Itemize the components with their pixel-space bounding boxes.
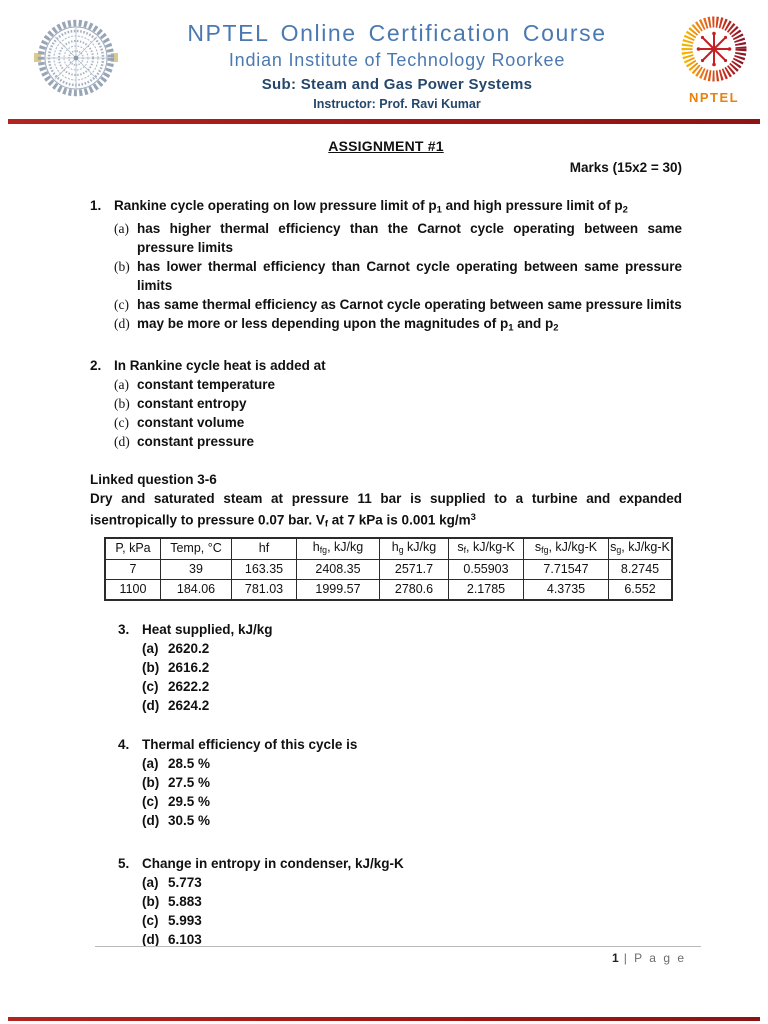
bottom-border-rule bbox=[8, 1017, 760, 1021]
table-column-header: $s_f$, kJ/kg-K bbox=[449, 538, 524, 560]
option-marker: (b) bbox=[142, 894, 160, 910]
page-number: 1 bbox=[612, 951, 619, 965]
option-marker: (b) bbox=[142, 775, 160, 791]
linked-question-paragraph: Dry and saturated steam at pressure 11 bar is supplied to a turbine and expanded isentropically to pressure 0.07 bar. $V_f$ at 7 kPa is 0.001 $kg/m^3$ bbox=[90, 491, 682, 530]
option-marker: (d) bbox=[142, 698, 160, 714]
options-list bbox=[142, 754, 682, 830]
option-text: 2620.2 bbox=[168, 641, 210, 657]
table-cell: 2.1785 bbox=[449, 580, 524, 601]
question-5 bbox=[118, 854, 682, 949]
option-c bbox=[142, 911, 682, 930]
table-cell: 1999.57 bbox=[297, 580, 380, 601]
table-column-header: $h_g$ kJ/kg bbox=[380, 538, 449, 560]
table-column-header: $s_{fg}$, kJ/kg-K bbox=[524, 538, 609, 560]
option-marker: (c) bbox=[114, 415, 129, 431]
option-marker: (a) bbox=[142, 875, 159, 891]
table-cell: 184.06 bbox=[161, 580, 232, 601]
nptel-logo-text: NPTEL bbox=[688, 90, 740, 105]
option-d bbox=[142, 811, 682, 830]
question-1 bbox=[90, 196, 682, 338]
options-list bbox=[142, 639, 682, 715]
page-header bbox=[0, 0, 768, 111]
option-text: constant pressure bbox=[137, 434, 255, 450]
page-number-footer bbox=[612, 951, 686, 965]
options-list bbox=[114, 375, 682, 451]
assignment-title-row bbox=[90, 137, 682, 156]
table-cell: 781.03 bbox=[232, 580, 297, 601]
options-list bbox=[142, 873, 682, 949]
option-a bbox=[114, 219, 682, 257]
option-b bbox=[142, 892, 682, 911]
table-cell: 163.35 bbox=[232, 560, 297, 580]
table-cell: 39 bbox=[161, 560, 232, 580]
table-cell: 7.71547 bbox=[524, 560, 609, 580]
option-text: may be more or less depending upon the magnitudes of $p_1$ and $p_2$ bbox=[137, 315, 559, 334]
table-cell: 0.55903 bbox=[449, 560, 524, 580]
option-text: 30.5 % bbox=[168, 813, 211, 829]
option-b bbox=[142, 773, 682, 792]
option-text: has same thermal efficiency as Carnot cycle operating between same pressure limits bbox=[137, 296, 682, 312]
question-2 bbox=[90, 356, 682, 451]
option-text: has lower thermal efficiency than Carnot cycle operating between same pressure limits bbox=[137, 258, 682, 293]
assignment-title: ASSIGNMENT #1 bbox=[328, 137, 444, 154]
option-marker: (c) bbox=[142, 679, 159, 695]
question-number: 3. bbox=[118, 622, 130, 638]
question-text: Heat supplied, kJ/kg bbox=[142, 622, 273, 638]
question-number: 1. bbox=[90, 197, 102, 213]
option-c bbox=[142, 792, 682, 811]
option-text: 2624.2 bbox=[168, 698, 210, 714]
option-text: constant volume bbox=[137, 415, 245, 431]
subject-line: Sub: Steam and Gas Power Systems bbox=[261, 76, 533, 93]
question-3 bbox=[118, 620, 682, 715]
option-marker: (a) bbox=[142, 641, 159, 657]
question-4 bbox=[118, 735, 682, 830]
option-text: 28.5 % bbox=[168, 756, 211, 772]
table-cell: 4.3735 bbox=[524, 580, 609, 601]
header-divider-rule bbox=[8, 119, 760, 124]
table-column-header: $s_g$, kJ/kg-K bbox=[609, 538, 673, 560]
question-text: In Rankine cycle heat is added at bbox=[114, 358, 326, 374]
option-b bbox=[114, 257, 682, 295]
table-column-header: $h_{fg}$, kJ/kg bbox=[297, 538, 380, 560]
option-a bbox=[142, 873, 682, 892]
option-marker: (a) bbox=[114, 377, 129, 393]
assignment-content bbox=[90, 137, 682, 950]
options-list bbox=[114, 219, 682, 337]
option-marker: (d) bbox=[142, 813, 160, 829]
question-text: Change in entropy in condenser, kJ/kg-K bbox=[142, 856, 404, 872]
option-marker: (b) bbox=[114, 258, 130, 274]
option-text: constant entropy bbox=[137, 396, 247, 412]
option-marker: (d) bbox=[114, 315, 130, 331]
option-text: 5.883 bbox=[168, 894, 202, 910]
question-number: 5. bbox=[118, 856, 130, 872]
option-text: 29.5 % bbox=[168, 794, 211, 810]
option-marker: (a) bbox=[114, 220, 129, 236]
option-text: 5.773 bbox=[168, 875, 202, 891]
linked-question-block bbox=[90, 470, 682, 534]
table-cell: 2408.35 bbox=[297, 560, 380, 580]
steam-properties-table bbox=[104, 537, 673, 601]
marks-label: Marks (15x2 = 30) bbox=[569, 159, 682, 175]
table-row bbox=[105, 580, 672, 601]
table-header-row bbox=[105, 538, 672, 560]
option-text: 2622.2 bbox=[168, 679, 210, 695]
option-d bbox=[114, 432, 682, 451]
option-c bbox=[114, 413, 682, 432]
institute-name: Indian Institute of Technology Roorkee bbox=[228, 50, 566, 70]
question-number: 2. bbox=[90, 358, 102, 374]
linked-question-label: Linked question 3-6 bbox=[90, 472, 217, 488]
option-marker: (c) bbox=[142, 913, 159, 929]
option-a bbox=[114, 375, 682, 394]
table-cell: 1100 bbox=[105, 580, 161, 601]
option-marker: (a) bbox=[142, 756, 159, 772]
question-text: Rankine cycle operating on low pressure limit of $p_1$ and high pressure limit of $p_2$ bbox=[114, 197, 628, 215]
option-c bbox=[114, 295, 682, 314]
iit-roorkee-seal-icon bbox=[34, 16, 118, 100]
option-c bbox=[142, 677, 682, 696]
option-text: has higher thermal efficiency than the Carnot cycle operating between same pressure limits bbox=[137, 220, 682, 255]
option-marker: (c) bbox=[142, 794, 159, 810]
table-column-header: Temp, °C bbox=[161, 538, 232, 560]
option-b bbox=[142, 658, 682, 677]
table-cell: 8.2745 bbox=[609, 560, 673, 580]
option-text: 5.993 bbox=[168, 913, 202, 929]
table-cell: 7 bbox=[105, 560, 161, 580]
questions-3-5-block bbox=[118, 620, 682, 949]
footer-divider bbox=[95, 946, 701, 947]
option-a bbox=[142, 754, 682, 773]
header-titles bbox=[118, 12, 676, 111]
option-marker: (b) bbox=[114, 396, 130, 412]
option-b bbox=[114, 394, 682, 413]
table-cell: 2571.7 bbox=[380, 560, 449, 580]
option-text: 6.103 bbox=[168, 932, 202, 948]
table-column-header: P, kPa bbox=[105, 538, 161, 560]
option-text: 2616.2 bbox=[168, 660, 210, 676]
table-column-header: hf bbox=[232, 538, 297, 560]
option-marker: (b) bbox=[142, 660, 160, 676]
option-a bbox=[142, 639, 682, 658]
option-marker: (d) bbox=[142, 932, 160, 948]
option-d bbox=[114, 314, 682, 337]
nptel-logo-icon bbox=[676, 12, 752, 108]
question-number: 4. bbox=[118, 737, 130, 753]
option-marker: (d) bbox=[114, 434, 130, 450]
page-word: | P a g e bbox=[623, 951, 686, 965]
option-text: constant temperature bbox=[137, 377, 276, 393]
option-d bbox=[142, 696, 682, 715]
option-text: 27.5 % bbox=[168, 775, 211, 791]
course-title: NPTEL Online Certification Course bbox=[187, 20, 607, 46]
table-cell: 2780.6 bbox=[380, 580, 449, 601]
instructor-line: Instructor: Prof. Ravi Kumar bbox=[313, 97, 481, 111]
table-row bbox=[105, 560, 672, 580]
option-marker: (c) bbox=[114, 296, 129, 312]
table-cell: 6.552 bbox=[609, 580, 673, 601]
question-text: Thermal efficiency of this cycle is bbox=[142, 737, 358, 753]
